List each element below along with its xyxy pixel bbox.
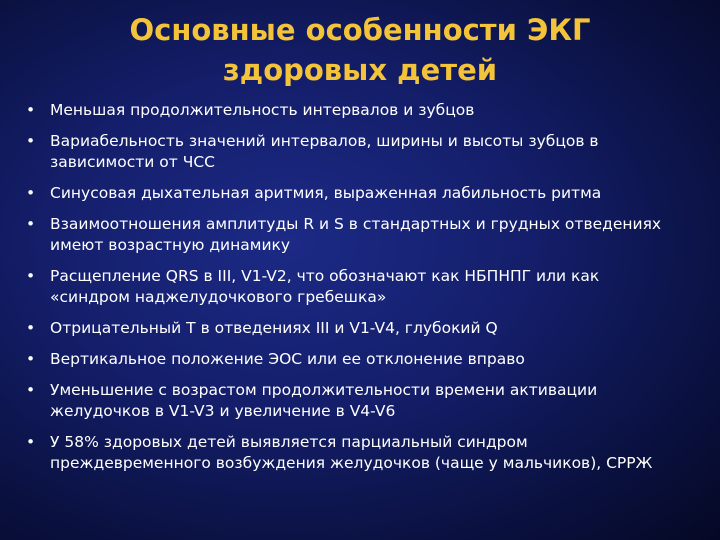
- bullet-item: [26, 380, 701, 422]
- bullet-dot-icon: •: [26, 350, 36, 368]
- bullet-item: [26, 432, 701, 474]
- slide-title-line: здоровых детей: [222, 53, 498, 87]
- bullet-text-line: Отрицательный Т в отведениях III и V1-V4, глубокий Q: [50, 319, 498, 337]
- bullet-dot-icon: •: [26, 101, 36, 119]
- bullet-dot-icon: •: [26, 132, 36, 150]
- bullet-text-line: желудочков в V1-V3 и увеличение в V4-V6: [50, 402, 396, 420]
- bullet-dot-icon: •: [26, 381, 36, 399]
- bullet-dot-icon: •: [26, 433, 36, 451]
- bullet-item: [26, 214, 701, 256]
- bullet-dot-icon: •: [26, 215, 36, 233]
- bullet-item: [26, 100, 701, 121]
- bullet-item: [26, 318, 701, 339]
- bullet-list: [26, 100, 701, 484]
- bullet-text-line: «синдром наджелудочкового гребешка»: [50, 288, 387, 306]
- bullet-dot-icon: •: [26, 184, 36, 202]
- bullet-text-line: Расщепление QRS в III, V1-V2, что обозначают как НБПНПГ или как: [50, 267, 600, 285]
- bullet-text-line: Уменьшение с возрастом продолжительности времени активации: [50, 381, 598, 399]
- bullet-text-line: Взаимоотношения амплитуды R и S в стандартных и грудных отведениях: [50, 215, 662, 233]
- bullet-text-line: имеют возрастную динамику: [50, 236, 291, 254]
- bullet-text-line: Меньшая продолжительность интервалов и зубцов: [50, 101, 475, 119]
- bullet-item: [26, 183, 701, 204]
- slide-title: [40, 10, 680, 90]
- bullet-text-line: У 58% здоровых детей выявляется парциальный синдром: [50, 433, 528, 451]
- bullet-item: [26, 131, 701, 173]
- bullet-text-line: Вертикальное положение ЭОС или ее отклонение вправо: [50, 350, 525, 368]
- slide-title-line: Основные особенности ЭКГ: [129, 13, 591, 47]
- bullet-text-line: Вариабельность значений интервалов, ширины и высоты зубцов в: [50, 132, 599, 150]
- bullet-dot-icon: •: [26, 267, 36, 285]
- bullet-text-line: Синусовая дыхательная аритмия, выраженная лабильность ритма: [50, 184, 602, 202]
- bullet-item: [26, 349, 701, 370]
- bullet-item: [26, 266, 701, 308]
- bullet-text-line: преждевременного возбуждения желудочков (чаще у мальчиков), СРРЖ: [50, 454, 653, 472]
- bullet-text-line: зависимости от ЧСС: [50, 153, 215, 171]
- bullet-dot-icon: •: [26, 319, 36, 337]
